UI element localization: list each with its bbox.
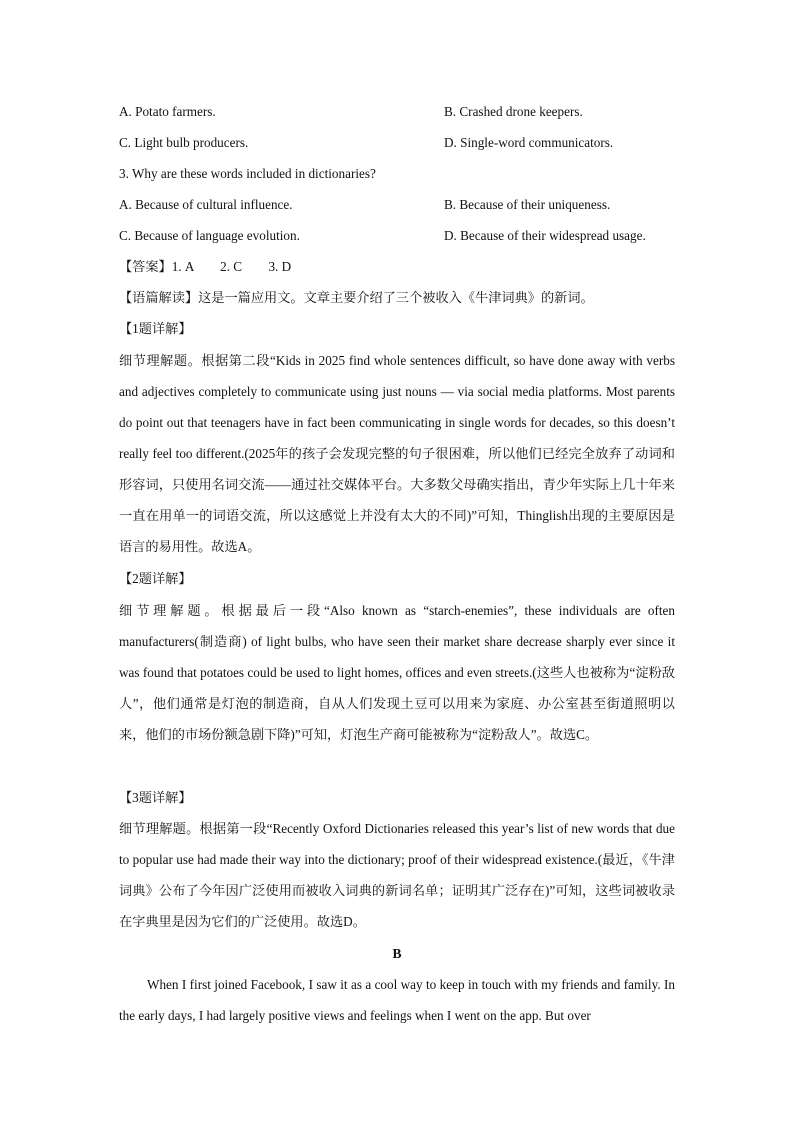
- explain2-body: 细节理解题。根据最后一段“Also known as “starch-enemies”, these individuals are often manufacturers(制造商) of light bulbs, who have seen their market share decrease sharply ever since it was found that potatoes could be used to light homes, offices and even streets.(这些人也被称为“淀粉敌人”，他们通常是灯泡的制造商，自从人们发现土豆可以用来为家庭、办公室甚至街道照明以来，他们的市场份额急剧下降)”可知，灯泡生产商可能被称为“淀粉敌人”。故选C。: [119, 603, 675, 742]
- interpretation-line: 【语篇解读】这是一篇应用文。文章主要介绍了三个被收入《牛津词典》的新词。: [119, 290, 594, 305]
- q3-option-c: C. Because of language evolution.: [119, 228, 300, 243]
- section-b-body: When I first joined Facebook, I saw it as a cool way to keep in touch with my friends and family. In the early days, I had largely positive views and feelings when I went on the app. But over: [119, 977, 675, 1023]
- explain2-title: 【2题详解】: [119, 571, 192, 586]
- section-b-heading: B: [392, 946, 402, 961]
- explain1-title: 【1题详解】: [119, 321, 192, 336]
- q3-option-b: B. Because of their uniqueness.: [444, 197, 611, 212]
- answer-line: 【答案】1. A 2. C 3. D: [119, 259, 292, 274]
- q2-option-b: B. Crashed drone keepers.: [444, 104, 583, 119]
- q2-option-c: C. Light bulb producers.: [119, 135, 249, 150]
- q3-option-a: A. Because of cultural influence.: [119, 197, 293, 212]
- q2-option-a: A. Potato farmers.: [119, 104, 216, 119]
- explain3-body: 细节理解题。根据第一段“Recently Oxford Dictionaries released this year’s list of new words that due to popular use had made their way into the dictionary; proof of their widespread existence.(最近，《牛津词典》公布了今年因广泛使用而被收入词典的新词名单；证明其广泛存在)”可知，这些词被收录在字典里是因为它们的广泛使用。故选D。: [119, 821, 675, 929]
- q3-question: 3. Why are these words included in dictionaries?: [119, 166, 376, 181]
- q2-option-d: D. Single-word communicators.: [444, 135, 614, 150]
- q3-option-d: D. Because of their widespread usage.: [444, 228, 646, 243]
- explain3-title: 【3题详解】: [119, 790, 192, 805]
- explain1-body: 细节理解题。根据第二段“Kids in 2025 find whole sentences difficult, so have done away with verbs and adjectives completely to communicate using just nouns — via social media platforms. Most parents do point out that teenagers have in fact been communicating in single words for decades, so this doesn’t really feel too different.(2025年的孩子会发现完整的句子很困难，所以他们已经完全放弃了动词和形容词，只使用名词交流——通过社交媒体平台。大多数父母确实指出，青少年实际上几十年来一直在用单一的词语交流，所以这感觉上并没有太大的不同)”可知，Thinglish出现的主要原因是语言的易用性。故选A。: [119, 353, 675, 554]
